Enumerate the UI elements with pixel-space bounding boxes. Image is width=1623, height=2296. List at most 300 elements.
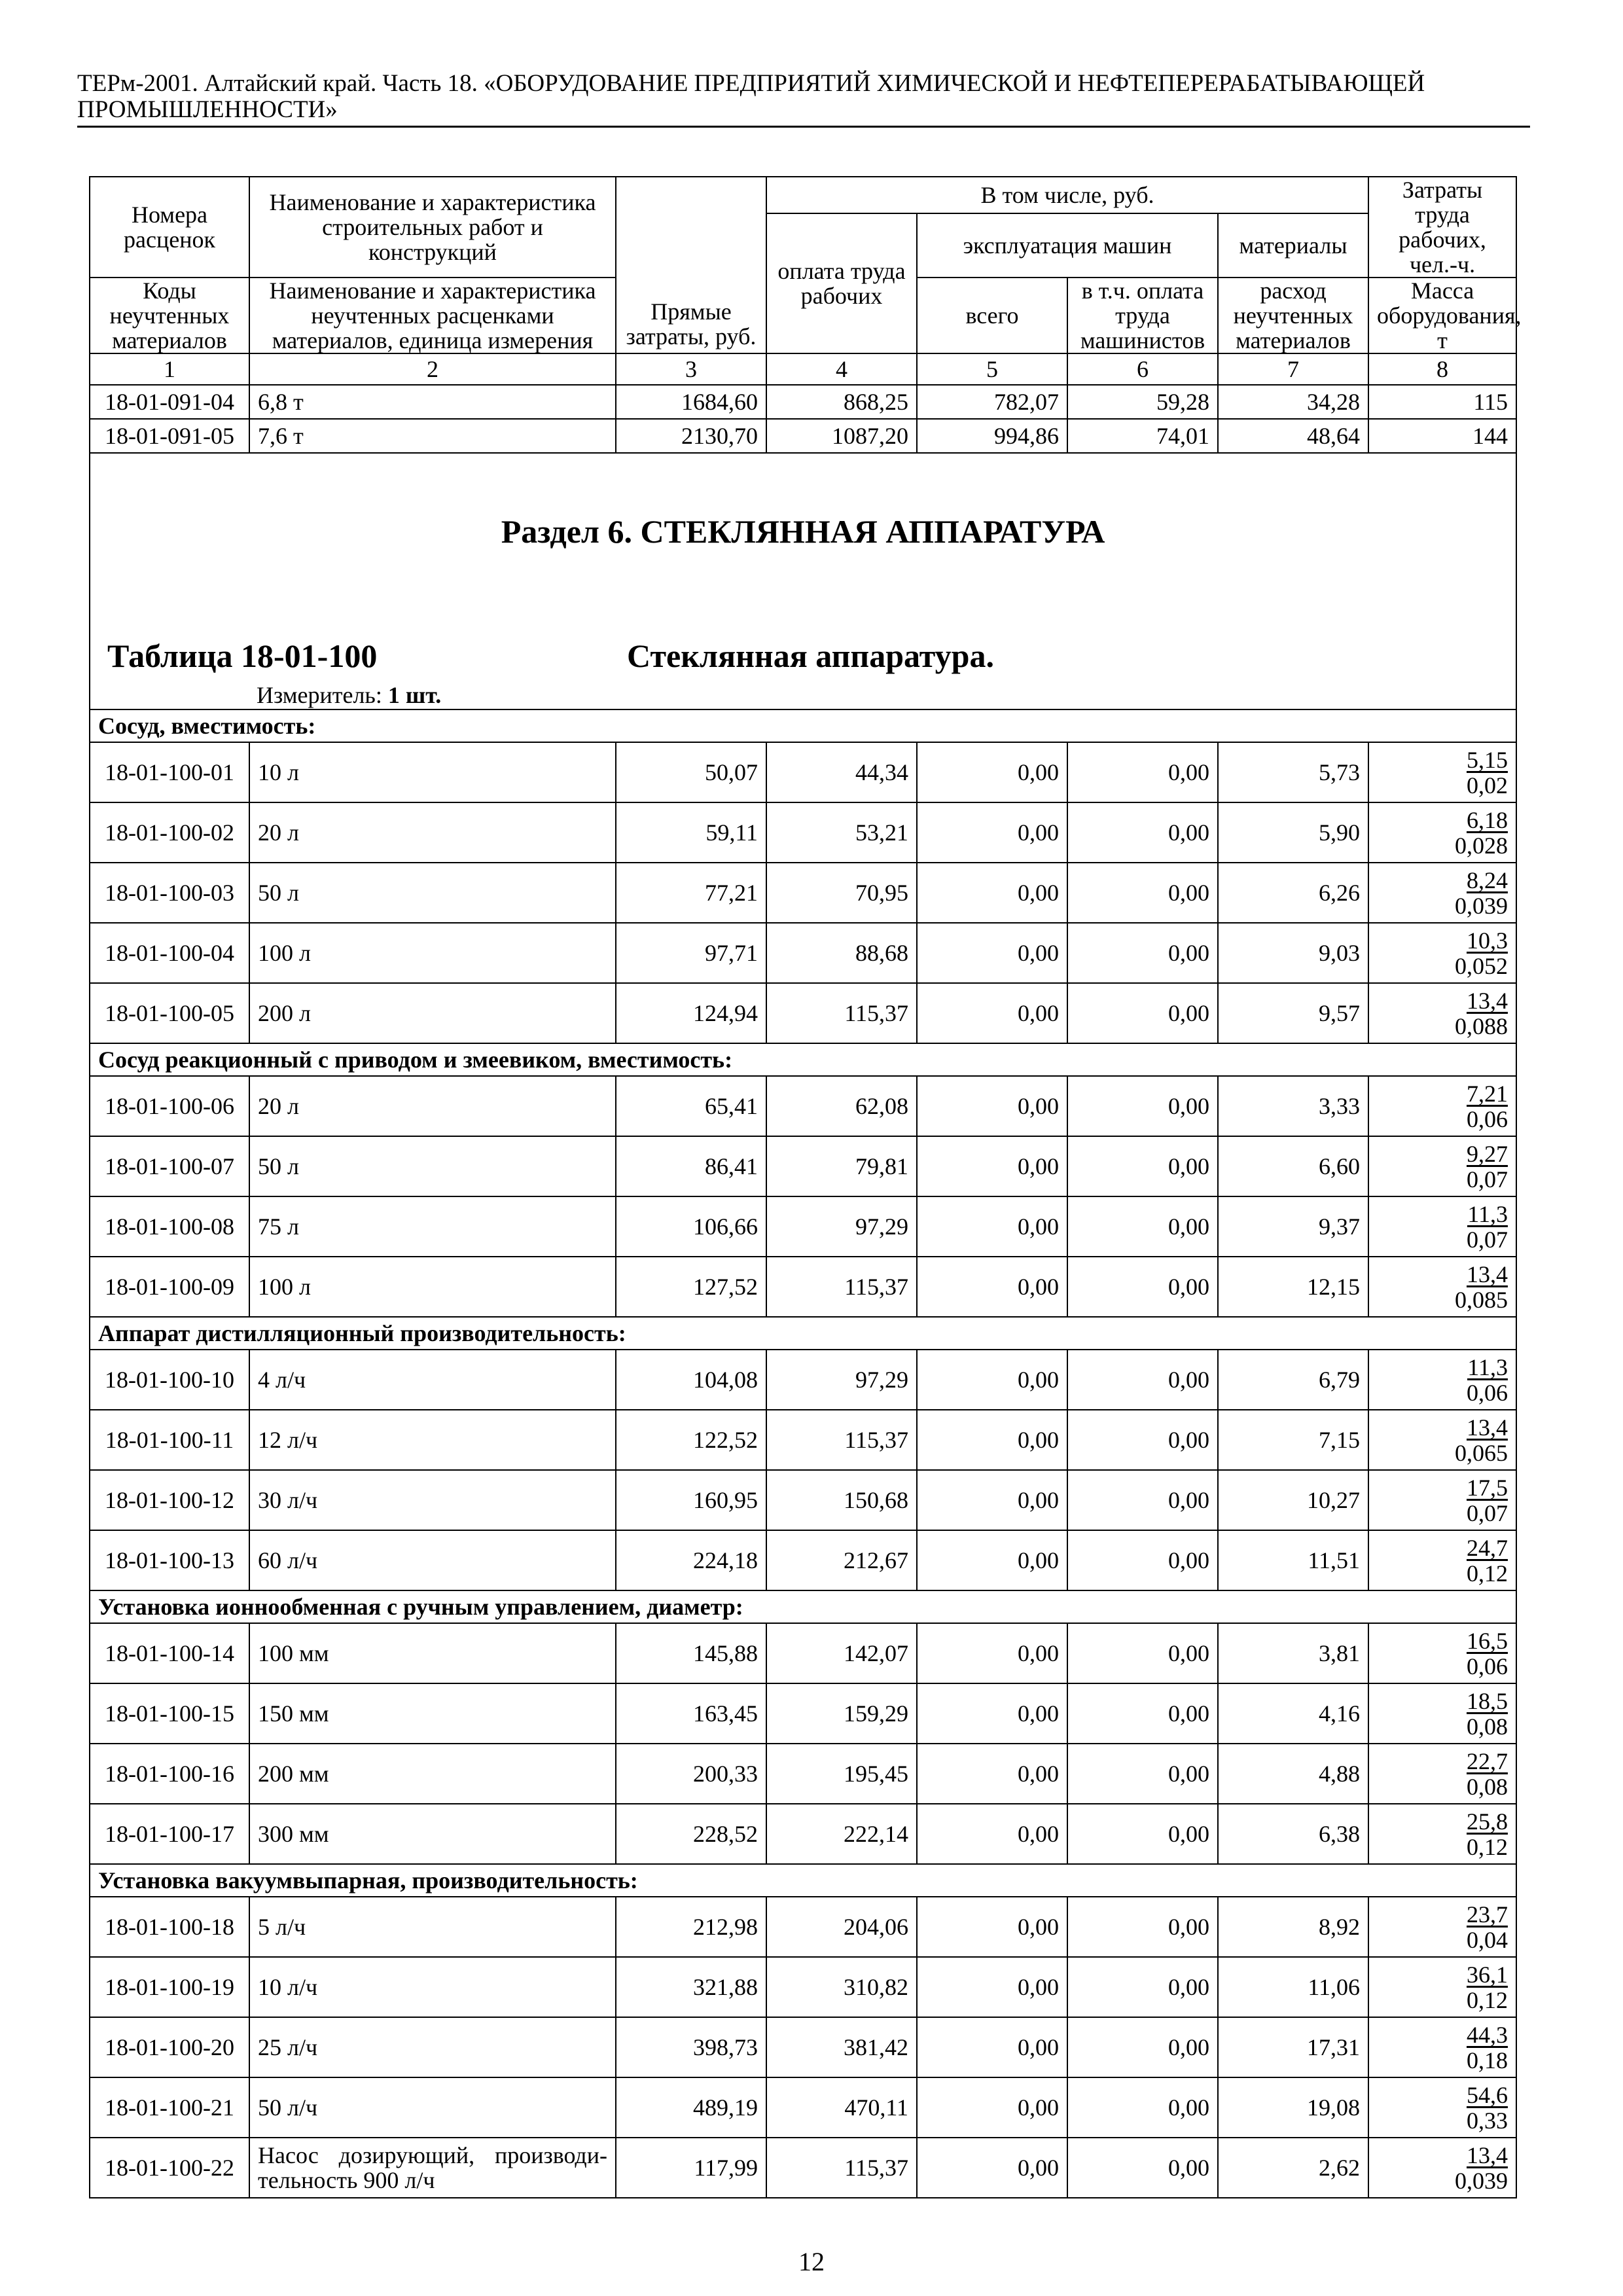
- column-number: 8: [1368, 353, 1516, 385]
- rate-code: 18-01-091-04: [90, 385, 249, 419]
- direct-costs: 117,99: [616, 2138, 766, 2198]
- labor-and-mass: [1368, 1744, 1516, 1804]
- section-title: Раздел 6. СТЕКЛЯННАЯ АППАРАТУРА: [501, 513, 1105, 550]
- machines-total: 0,00: [917, 1744, 1067, 1804]
- machines-total: 0,00: [917, 1470, 1067, 1530]
- operator-wages: 0,00: [1067, 1350, 1218, 1410]
- operator-wages: 0,00: [1067, 1530, 1218, 1590]
- operator-wages: 59,28: [1067, 385, 1218, 419]
- labor-costs: 13,4: [1467, 987, 1508, 1014]
- machines-total: 0,00: [917, 2077, 1067, 2138]
- labor-and-mass: [1368, 1257, 1516, 1317]
- table-row: [90, 1257, 1516, 1317]
- table-row: [90, 385, 1516, 419]
- rate-code: 18-01-100-22: [90, 2138, 249, 2198]
- equipment-mass: 0,06: [1467, 1379, 1508, 1406]
- section-block: [90, 453, 1516, 709]
- group-row: [90, 1864, 1516, 1897]
- labor-and-mass: [1368, 1530, 1516, 1590]
- column-number: 2: [249, 353, 616, 385]
- equipment-mass: 0,06: [1467, 1105, 1508, 1132]
- header-material-codes: Коды неучтенных материалов: [90, 278, 249, 353]
- rate-code: 18-01-100-06: [90, 1076, 249, 1136]
- equipment-mass: 0,33: [1467, 2107, 1508, 2134]
- table-row: [90, 1804, 1516, 1864]
- norms-table: [89, 176, 1522, 2198]
- rate-code: 18-01-100-07: [90, 1136, 249, 1196]
- labor-costs: 18,5: [1467, 1687, 1508, 1714]
- labor-costs: 44,3: [1467, 2021, 1508, 2048]
- header-rate-numbers: Номера расценок: [90, 177, 249, 278]
- materials-cost: 11,51: [1218, 1530, 1368, 1590]
- rate-name: 60 л/ч: [249, 1530, 616, 1590]
- table-row: [90, 1470, 1516, 1530]
- labor-and-mass: [1368, 1196, 1516, 1257]
- materials-cost: 11,06: [1218, 1957, 1368, 2017]
- table-row: [90, 2077, 1516, 2138]
- worker-wages: 97,29: [766, 1196, 917, 1257]
- direct-costs: 1684,60: [616, 385, 766, 419]
- equipment-mass: 0,02: [1467, 772, 1508, 798]
- rate-name: 50 л: [249, 863, 616, 923]
- direct-costs: 212,98: [616, 1897, 766, 1957]
- rate-name: 6,8 т: [249, 385, 616, 419]
- labor-costs: 13,4: [1467, 1414, 1508, 1441]
- equipment-mass: 0,085: [1455, 1286, 1508, 1313]
- column-number: 3: [616, 353, 766, 385]
- table-row: [90, 1136, 1516, 1196]
- table-row: [90, 923, 1516, 983]
- rate-name: 30 л/ч: [249, 1470, 616, 1530]
- equipment-mass: 0,12: [1467, 1986, 1508, 2013]
- labor-costs: 17,5: [1467, 1474, 1508, 1501]
- rate-code: 18-01-100-15: [90, 1683, 249, 1744]
- worker-wages: 204,06: [766, 1897, 917, 1957]
- labor-costs: 144: [1368, 419, 1516, 453]
- rate-name: 20 л: [249, 802, 616, 863]
- machines-total: 0,00: [917, 863, 1067, 923]
- labor-and-mass: [1368, 1350, 1516, 1410]
- rate-code: 18-01-100-19: [90, 1957, 249, 2017]
- header-unaccounted-materials: расход неучтенных материалов: [1218, 278, 1368, 353]
- machines-total: 0,00: [917, 1683, 1067, 1744]
- equipment-mass: 0,08: [1467, 1773, 1508, 1800]
- rate-code: 18-01-100-16: [90, 1744, 249, 1804]
- labor-costs: 13,4: [1467, 2142, 1508, 2168]
- measure-unit: [257, 683, 441, 708]
- rate-code: 18-01-091-05: [90, 419, 249, 453]
- measure-value: 1 шт.: [387, 682, 442, 708]
- rate-code: 18-01-100-12: [90, 1470, 249, 1530]
- labor-costs: 22,7: [1467, 1748, 1508, 1774]
- equipment-mass: 0,065: [1455, 1439, 1508, 1466]
- running-header: [77, 71, 1530, 128]
- rate-code: 18-01-100-02: [90, 802, 249, 863]
- direct-costs: 97,71: [616, 923, 766, 983]
- section-heading-cell: [90, 453, 1516, 709]
- group-row: [90, 1043, 1516, 1076]
- labor-and-mass: [1368, 983, 1516, 1043]
- rate-code: 18-01-100-01: [90, 742, 249, 802]
- group-row: [90, 1590, 1516, 1623]
- machines-total: 0,00: [917, 742, 1067, 802]
- equipment-mass: 0,04: [1467, 1926, 1508, 1953]
- labor-and-mass: [1368, 1623, 1516, 1683]
- rate-name: 100 л: [249, 1257, 616, 1317]
- table-row: [90, 1897, 1516, 1957]
- equipment-mass: 0,12: [1467, 1560, 1508, 1587]
- table-row: [90, 2138, 1516, 2198]
- direct-costs: 163,45: [616, 1683, 766, 1744]
- direct-costs: 59,11: [616, 802, 766, 863]
- operator-wages: 0,00: [1067, 1196, 1218, 1257]
- operator-wages: 0,00: [1067, 863, 1218, 923]
- header-operator-wages: в т.ч. оплата труда машинистов: [1067, 278, 1218, 353]
- labor-costs: 10,3: [1467, 927, 1508, 954]
- column-number: 1: [90, 353, 249, 385]
- direct-costs: 160,95: [616, 1470, 766, 1530]
- worker-wages: 115,37: [766, 2138, 917, 2198]
- equipment-mass: 0,088: [1455, 1013, 1508, 1039]
- equipment-mass: 0,039: [1455, 2167, 1508, 2194]
- labor-and-mass: [1368, 1957, 1516, 2017]
- labor-costs: 25,8: [1467, 1808, 1508, 1835]
- header-worker-wages: оплата труда рабочих: [766, 213, 917, 353]
- direct-costs: 200,33: [616, 1744, 766, 1804]
- worker-wages: 1087,20: [766, 419, 917, 453]
- machines-total: 0,00: [917, 1350, 1067, 1410]
- materials-cost: 9,37: [1218, 1196, 1368, 1257]
- machines-total: 0,00: [917, 1897, 1067, 1957]
- group-title: Сосуд реакционный с приводом и змеевиком, вместимость:: [90, 1043, 1516, 1076]
- worker-wages: 212,67: [766, 1530, 917, 1590]
- labor-and-mass: [1368, 802, 1516, 863]
- worker-wages: 195,45: [766, 1744, 917, 1804]
- worker-wages: 159,29: [766, 1683, 917, 1744]
- worker-wages: 222,14: [766, 1804, 917, 1864]
- table-row: [90, 1744, 1516, 1804]
- rate-code: 18-01-100-04: [90, 923, 249, 983]
- machines-total: 782,07: [917, 385, 1067, 419]
- rate-name: 20 л: [249, 1076, 616, 1136]
- operator-wages: 0,00: [1067, 1897, 1218, 1957]
- operator-wages: 74,01: [1067, 419, 1218, 453]
- labor-and-mass: [1368, 1136, 1516, 1196]
- labor-and-mass: [1368, 1897, 1516, 1957]
- labor-costs: 7,21: [1467, 1080, 1508, 1107]
- operator-wages: 0,00: [1067, 1957, 1218, 2017]
- operator-wages: 0,00: [1067, 1623, 1218, 1683]
- equipment-mass: 0,08: [1467, 1713, 1508, 1740]
- labor-and-mass: [1368, 2017, 1516, 2077]
- rate-name: Насос дозирующий, производи-тельность 900 л/ч: [249, 2138, 616, 2198]
- direct-costs: 398,73: [616, 2017, 766, 2077]
- rate-code: 18-01-100-20: [90, 2017, 249, 2077]
- rate-code: 18-01-100-10: [90, 1350, 249, 1410]
- worker-wages: 97,29: [766, 1350, 917, 1410]
- machines-total: 0,00: [917, 2138, 1067, 2198]
- table-label: Таблица 18-01-100: [107, 637, 378, 674]
- direct-costs: 124,94: [616, 983, 766, 1043]
- materials-cost: 6,60: [1218, 1136, 1368, 1196]
- operator-wages: 0,00: [1067, 742, 1218, 802]
- machines-total: 0,00: [917, 1410, 1067, 1470]
- table-row: [90, 1957, 1516, 2017]
- worker-wages: 142,07: [766, 1623, 917, 1683]
- labor-costs: 115: [1368, 385, 1516, 419]
- rate-code: 18-01-100-13: [90, 1530, 249, 1590]
- machines-total: 0,00: [917, 1804, 1067, 1864]
- table-row: [90, 983, 1516, 1043]
- rate-code: 18-01-100-03: [90, 863, 249, 923]
- rate-code: 18-01-100-14: [90, 1623, 249, 1683]
- labor-costs: 9,27: [1467, 1140, 1508, 1167]
- worker-wages: 115,37: [766, 983, 917, 1043]
- materials-cost: 3,81: [1218, 1623, 1368, 1683]
- worker-wages: 115,37: [766, 1257, 917, 1317]
- operator-wages: 0,00: [1067, 1470, 1218, 1530]
- equipment-mass: 0,07: [1467, 1226, 1508, 1253]
- machines-total: 0,00: [917, 1623, 1067, 1683]
- worker-wages: 53,21: [766, 802, 917, 863]
- materials-cost: 3,33: [1218, 1076, 1368, 1136]
- operator-wages: 0,00: [1067, 2077, 1218, 2138]
- group-title: Установка ионнообменная с ручным управлением, диаметр:: [90, 1590, 1516, 1623]
- machines-total: 0,00: [917, 1196, 1067, 1257]
- table-row: [90, 1076, 1516, 1136]
- materials-cost: 48,64: [1218, 419, 1368, 453]
- labor-and-mass: [1368, 1683, 1516, 1744]
- direct-costs: 489,19: [616, 2077, 766, 2138]
- header-work-name: Наименование и характеристика строительных работ и конструкций: [249, 177, 616, 278]
- worker-wages: 381,42: [766, 2017, 917, 2077]
- labor-and-mass: [1368, 1804, 1516, 1864]
- materials-cost: 7,15: [1218, 1410, 1368, 1470]
- direct-costs: 86,41: [616, 1136, 766, 1196]
- rate-name: 50 л/ч: [249, 2077, 616, 2138]
- labor-costs: 16,5: [1467, 1627, 1508, 1654]
- direct-costs: 321,88: [616, 1957, 766, 2017]
- operator-wages: 0,00: [1067, 1136, 1218, 1196]
- labor-costs: 36,1: [1467, 1961, 1508, 1988]
- labor-costs: 6,18: [1467, 806, 1508, 833]
- direct-costs: 224,18: [616, 1530, 766, 1590]
- machines-total: 0,00: [917, 1076, 1067, 1136]
- header-machines-total: всего: [917, 278, 1067, 353]
- labor-and-mass: [1368, 863, 1516, 923]
- materials-cost: 6,26: [1218, 863, 1368, 923]
- materials-cost: 5,90: [1218, 802, 1368, 863]
- operator-wages: 0,00: [1067, 923, 1218, 983]
- table-title: Стеклянная аппаратура.: [627, 637, 994, 674]
- equipment-mass: 0,028: [1455, 832, 1508, 859]
- labor-and-mass: [1368, 1470, 1516, 1530]
- rate-code: 18-01-100-09: [90, 1257, 249, 1317]
- materials-cost: 6,79: [1218, 1350, 1368, 1410]
- worker-wages: 88,68: [766, 923, 917, 983]
- rate-code: 18-01-100-08: [90, 1196, 249, 1257]
- materials-cost: 6,38: [1218, 1804, 1368, 1864]
- machines-total: 0,00: [917, 1136, 1067, 1196]
- direct-costs: 106,66: [616, 1196, 766, 1257]
- materials-cost: 19,08: [1218, 2077, 1368, 2138]
- direct-costs: 2130,70: [616, 419, 766, 453]
- operator-wages: 0,00: [1067, 2138, 1218, 2198]
- operator-wages: 0,00: [1067, 1744, 1218, 1804]
- table-row: [90, 802, 1516, 863]
- equipment-mass: 0,039: [1455, 892, 1508, 919]
- group-title: Установка вакуумвыпарная, производительность:: [90, 1864, 1516, 1897]
- group-row: [90, 709, 1516, 742]
- rate-name: 10 л: [249, 742, 616, 802]
- direct-costs: 122,52: [616, 1410, 766, 1470]
- rate-code: 18-01-100-17: [90, 1804, 249, 1864]
- equipment-mass: 0,18: [1467, 2047, 1508, 2073]
- machines-total: 0,00: [917, 2017, 1067, 2077]
- labor-costs: 5,15: [1467, 746, 1508, 773]
- rate-name: 7,6 т: [249, 419, 616, 453]
- worker-wages: 79,81: [766, 1136, 917, 1196]
- measure-label: Измеритель:: [257, 682, 382, 708]
- column-number: 6: [1067, 353, 1218, 385]
- group-row: [90, 1317, 1516, 1350]
- direct-costs: 50,07: [616, 742, 766, 802]
- worker-wages: 70,95: [766, 863, 917, 923]
- materials-cost: 4,88: [1218, 1744, 1368, 1804]
- worker-wages: 310,82: [766, 1957, 917, 2017]
- operator-wages: 0,00: [1067, 1683, 1218, 1744]
- operator-wages: 0,00: [1067, 1410, 1218, 1470]
- page-number: 12: [798, 2247, 825, 2276]
- rate-name: 12 л/ч: [249, 1410, 616, 1470]
- machines-total: 0,00: [917, 802, 1067, 863]
- rate-code: 18-01-100-11: [90, 1410, 249, 1470]
- labor-costs: 13,4: [1467, 1261, 1508, 1287]
- worker-wages: 150,68: [766, 1470, 917, 1530]
- rate-name: 5 л/ч: [249, 1897, 616, 1957]
- table-row: [90, 1530, 1516, 1590]
- rate-name: 100 мм: [249, 1623, 616, 1683]
- column-number: 7: [1218, 353, 1368, 385]
- rate-name: 75 л: [249, 1196, 616, 1257]
- rate-name: 25 л/ч: [249, 2017, 616, 2077]
- equipment-mass: 0,052: [1455, 952, 1508, 979]
- column-numbers-row: [90, 353, 1516, 385]
- header-including: В том числе, руб.: [766, 177, 1368, 213]
- materials-cost: 9,57: [1218, 983, 1368, 1043]
- worker-wages: 470,11: [766, 2077, 917, 2138]
- direct-costs: 104,08: [616, 1350, 766, 1410]
- column-number: 5: [917, 353, 1067, 385]
- materials-cost: 10,27: [1218, 1470, 1368, 1530]
- header-materials: материалы: [1218, 213, 1368, 278]
- rate-name: 4 л/ч: [249, 1350, 616, 1410]
- labor-and-mass: [1368, 2077, 1516, 2138]
- operator-wages: 0,00: [1067, 1076, 1218, 1136]
- labor-and-mass: [1368, 2138, 1516, 2198]
- table-row: [90, 1623, 1516, 1683]
- equipment-mass: 0,12: [1467, 1833, 1508, 1860]
- materials-cost: 12,15: [1218, 1257, 1368, 1317]
- table-row: [90, 742, 1516, 802]
- table-row: [90, 2017, 1516, 2077]
- machines-total: 0,00: [917, 1957, 1067, 2017]
- labor-and-mass: [1368, 742, 1516, 802]
- rate-code: 18-01-100-05: [90, 983, 249, 1043]
- materials-cost: 2,62: [1218, 2138, 1368, 2198]
- rate-name: 100 л: [249, 923, 616, 983]
- table-row: [90, 1350, 1516, 1410]
- equipment-mass: 0,07: [1467, 1166, 1508, 1193]
- direct-costs: 65,41: [616, 1076, 766, 1136]
- group-title: Сосуд, вместимость:: [90, 709, 1516, 742]
- table-row: [90, 863, 1516, 923]
- header-direct-costs: Прямые затраты, руб.: [616, 177, 766, 353]
- machines-total: 0,00: [917, 923, 1067, 983]
- labor-and-mass: [1368, 923, 1516, 983]
- operator-wages: 0,00: [1067, 2017, 1218, 2077]
- machines-total: 0,00: [917, 1257, 1067, 1317]
- operator-wages: 0,00: [1067, 802, 1218, 863]
- worker-wages: 115,37: [766, 1410, 917, 1470]
- table-row: [90, 1683, 1516, 1744]
- machines-total: 994,86: [917, 419, 1067, 453]
- header-equipment-mass: Масса оборудования, т: [1368, 278, 1516, 353]
- table-row: [90, 1196, 1516, 1257]
- rate-code: 18-01-100-21: [90, 2077, 249, 2138]
- rate-name: 300 мм: [249, 1804, 616, 1864]
- worker-wages: 44,34: [766, 742, 917, 802]
- operator-wages: 0,00: [1067, 1257, 1218, 1317]
- materials-cost: 17,31: [1218, 2017, 1368, 2077]
- running-header-text: ТЕРм-2001. Алтайский край. Часть 18. «ОБОРУДОВАНИЕ ПРЕДПРИЯТИЙ ХИМИЧЕСКОЙ И НЕФТЕПЕРЕРАБАТЫВАЮЩЕЙ ПРОМЫШЛЕННОСТИ»: [77, 70, 1425, 123]
- group-title: Аппарат дистилляционный производительность:: [90, 1317, 1516, 1350]
- rate-name: 150 мм: [249, 1683, 616, 1744]
- labor-costs: 23,7: [1467, 1901, 1508, 1928]
- labor-costs: 11,3: [1467, 1354, 1508, 1380]
- header-machine-operation: эксплуатация машин: [917, 213, 1218, 278]
- labor-costs: 24,7: [1467, 1534, 1508, 1561]
- materials-cost: 4,16: [1218, 1683, 1368, 1744]
- equipment-mass: 0,06: [1467, 1653, 1508, 1679]
- worker-wages: 62,08: [766, 1076, 917, 1136]
- rate-name: 10 л/ч: [249, 1957, 616, 2017]
- direct-costs: 228,52: [616, 1804, 766, 1864]
- labor-costs: 11,3: [1467, 1200, 1508, 1227]
- table-row: [90, 1410, 1516, 1470]
- materials-cost: 8,92: [1218, 1897, 1368, 1957]
- header-labor-costs: Затраты труда рабочих, чел.-ч.: [1368, 177, 1516, 278]
- column-number: 4: [766, 353, 917, 385]
- direct-costs: 77,21: [616, 863, 766, 923]
- table-row: [90, 419, 1516, 453]
- operator-wages: 0,00: [1067, 983, 1218, 1043]
- rate-name: 200 л: [249, 983, 616, 1043]
- rate-code: 18-01-100-18: [90, 1897, 249, 1957]
- machines-total: 0,00: [917, 1530, 1067, 1590]
- header-material-names: Наименование и характеристика неучтенных расценками материалов, единица измерения: [249, 278, 616, 353]
- materials-cost: 5,73: [1218, 742, 1368, 802]
- worker-wages: 868,25: [766, 385, 917, 419]
- machines-total: 0,00: [917, 983, 1067, 1043]
- labor-costs: 8,24: [1467, 867, 1508, 893]
- operator-wages: 0,00: [1067, 1804, 1218, 1864]
- direct-costs: 127,52: [616, 1257, 766, 1317]
- rate-name: 50 л: [249, 1136, 616, 1196]
- materials-cost: 34,28: [1218, 385, 1368, 419]
- direct-costs: 145,88: [616, 1623, 766, 1683]
- labor-costs: 54,6: [1467, 2081, 1508, 2108]
